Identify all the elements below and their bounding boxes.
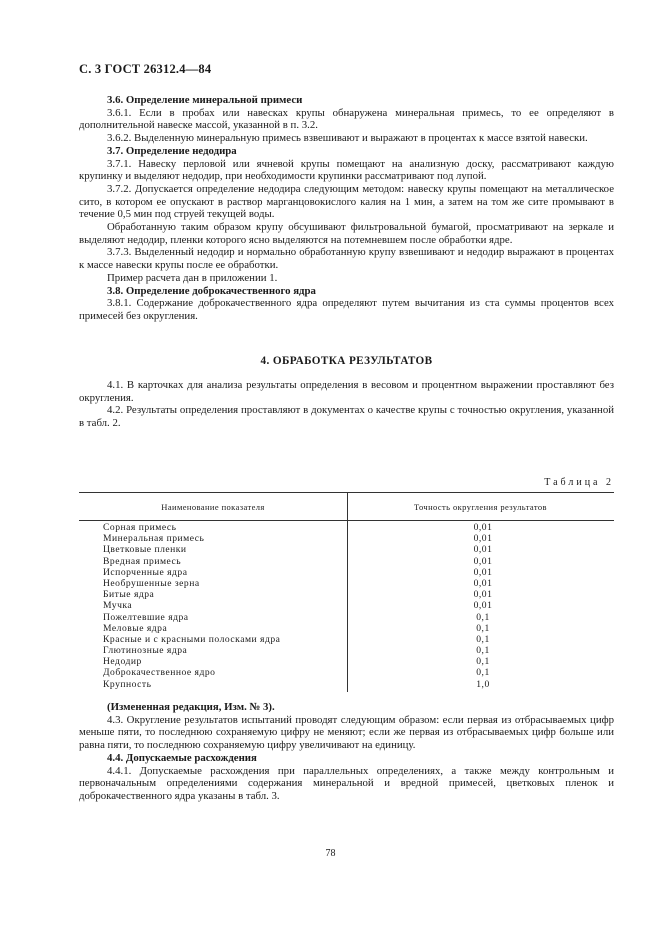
table-header-name: Наименование показателя [161,502,265,512]
row-value: 0,01 [473,544,493,556]
paragraph-example: Пример расчета дан в приложении 1. [107,271,278,284]
page-number: 78 [325,848,336,859]
table-row [79,612,614,623]
heading-3-6: 3.6. Определение минеральной примеси [107,94,303,106]
row-name: Крупность [103,678,152,690]
row-name: Мучка [103,600,133,612]
paragraph-4-4-1: 4.4.1. Допускаемые расхождения при параллельных определениях, а также между контрольным и первоначальным определениями содержания минеральной и вредной примесей, цветковых пленок и доброкачественного ядра указаны в табл. 3. [79,764,614,802]
table-2 [79,492,614,692]
row-name: Глютинозные ядра [103,645,188,657]
page-header: С. 3 ГОСТ 26312.4—84 [79,62,212,76]
table-row [79,556,614,567]
row-name: Испорченные ядра [103,566,188,578]
heading-3-7: 3.7. Определение недодира [107,144,237,157]
section-3-text [79,94,614,323]
paragraph-3-7-3: 3.7.3. Выделенный недодир и нормально обработанную крупу взвешивают и недодир выражают в процентах к массе навески крупы после ее обработки. [79,246,614,272]
table-header-precision: Точность округления результатов [414,502,547,512]
table-row [79,667,614,678]
row-value: 0,1 [476,656,490,668]
revision-note: (Измененная редакция, Изм. № 3). [107,701,275,713]
row-name: Цветковые пленки [103,544,187,556]
row-value: 0,01 [473,600,493,612]
table-caption: Таблица 2 [544,477,614,488]
row-name: Доброкачественное ядро [103,667,216,679]
row-name: Минеральная примесь [103,533,205,545]
row-value: 0,1 [476,645,490,657]
table-row [79,634,614,645]
table-row [79,600,614,611]
row-name: Красные и с красными полосками ядра [103,633,281,645]
row-value: 0,01 [473,566,493,578]
row-value: 0,01 [473,589,493,601]
row-name: Необрушенные зерна [103,577,200,589]
table-row [79,656,614,667]
row-name: Битые ядра [103,589,155,601]
paragraph-4-2: 4.2. Результаты определения проставляют в документах о качестве крупы с точностью округления, указанной в табл. 2. [79,404,614,430]
table-row [79,679,614,690]
table-row [79,589,614,600]
section-4-title: 4. ОБРАБОТКА РЕЗУЛЬТАТОВ [260,355,433,367]
row-value: 0,01 [473,533,493,545]
row-name: Пожелтевшие ядра [103,611,189,623]
paragraph-4-3: 4.3. Округление результатов испытаний проводят следующим образом: если первая из отбрасываемых цифр меньше пяти, то последнюю сохраняемую цифру не меняют; если же первая из отбрасываемых цифр больше или равна пяти, то последнюю сохраняемую цифру увеличивают на единицу. [79,713,614,752]
table-row [79,533,614,544]
row-value: 0,1 [476,622,490,634]
paragraph-3-6-1: 3.6.1. Если в пробах или навесках крупы обнаружена минеральная примесь, то ее определяют в дополнительной навеске массой, указанной в п. 3.2. [79,106,614,132]
row-name: Вредная примесь [103,555,182,567]
row-value: 0,01 [473,522,493,533]
table-row [79,567,614,578]
row-name: Недодир [103,656,142,668]
table-row [79,544,614,555]
table-row [79,645,614,656]
table-row [79,623,614,634]
section-4-continued [79,701,614,803]
heading-4-4: 4.4. Допускаемые расхождения [107,751,257,764]
row-name: Меловые ядра [103,622,168,634]
table-row [79,578,614,589]
row-value: 0,1 [476,611,490,623]
paragraph-3-7-2-cont: Обработанную таким образом крупу обсушивают фильтровальной бумагой, просматривают на зеркале и выделяют недодир, пленки которого ясно выделяются на потемневшем после обработки ядре. [79,221,614,246]
row-value: 0,01 [473,577,493,589]
section-4-text [79,379,614,430]
paragraph-4-1: 4.1. В карточках для анализа результаты определения в весовом и процентном выражении проставляют без округления. [79,379,614,404]
table-row [79,522,614,533]
paragraph-3-7-1: 3.7.1. Навеску перловой или ячневой крупы помещают на анализную доску, рассматривают каждую крупинку и выделяют недодир, при необходимости крупинки рассматривают под лупой. [79,157,614,183]
table-body [79,522,614,690]
row-value: 0,01 [473,555,493,567]
heading-3-8: 3.8. Определение доброкачественного ядра [107,284,316,297]
paragraph-3-7-2: 3.7.2. Допускается определение недодира следующим методом: навеску крупы помещают на металлическое сито, в котором ее опускают в раствор марганцовокислого калия на 1 мин, а затем на том же сите промывают в течение 0,5 мин под струей текущей воды. [79,182,614,221]
row-name: Сорная примесь [103,522,177,533]
row-value: 1,0 [476,678,490,690]
row-value: 0,1 [476,633,490,645]
row-value: 0,1 [476,667,490,679]
paragraph-3-6-2: 3.6.2. Выделенную минеральную примесь взвешивают и выражают в процентах к массе взятой навески. [107,132,588,145]
paragraph-3-8-1: 3.8.1. Содержание доброкачественного ядра определяют путем вычитания из ста суммы процентов всех примесей без округления. [79,297,614,322]
